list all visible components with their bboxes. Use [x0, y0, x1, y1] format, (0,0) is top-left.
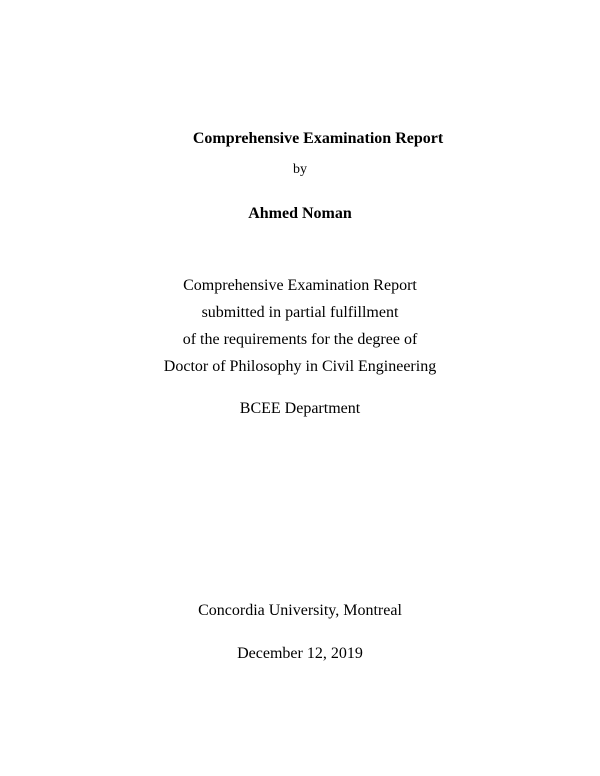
description-line: of the requirements for the degree of [182, 331, 418, 348]
report-date: December 12, 2019 [237, 645, 363, 662]
report-title: Comprehensive Examination Report [192, 130, 444, 147]
department: BCEE Department [239, 400, 361, 417]
by-line: by [293, 162, 307, 177]
description-line: submitted in partial fulfillment [201, 304, 399, 321]
author-name: Ahmed Noman [248, 205, 352, 222]
university: Concordia University, Montreal [198, 602, 402, 619]
description-line: Doctor of Philosophy in Civil Engineering [163, 358, 437, 375]
description-line: Comprehensive Examination Report [183, 277, 417, 294]
